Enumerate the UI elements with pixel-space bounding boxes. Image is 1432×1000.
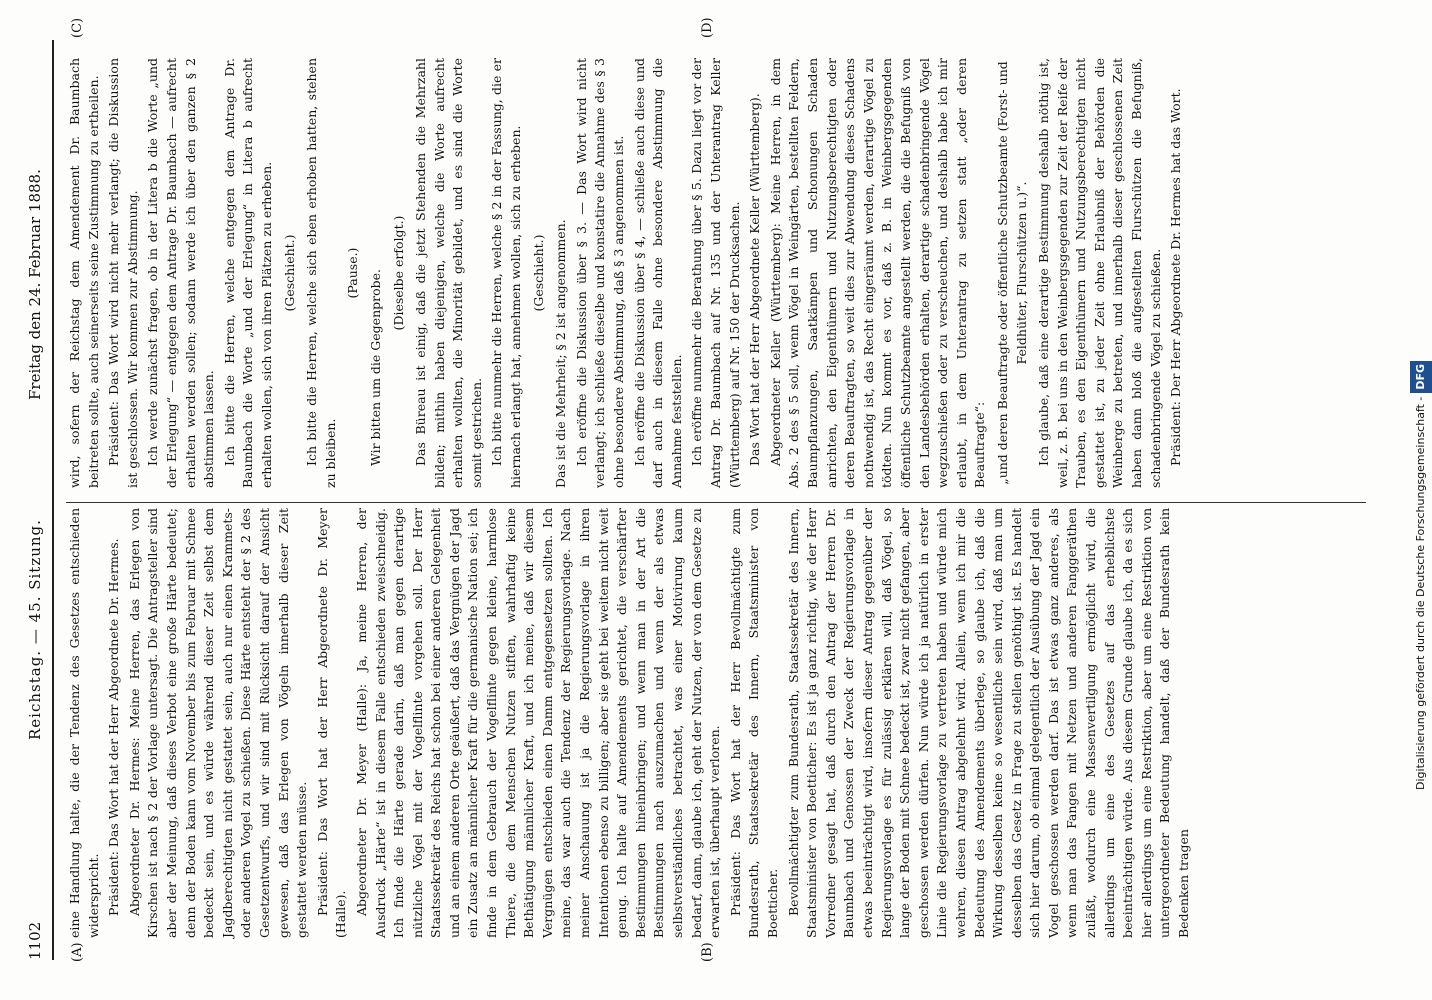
paragraph: Präsident: Das Wort hat der Herr Abgeordnete Dr. Hermes. <box>106 538 122 916</box>
page-number: 1102 <box>26 921 44 960</box>
paragraph: Das ist die Mehrheit; § 2 ist angenommen. <box>553 219 569 488</box>
paragraph: Abgeordneter Dr. Meyer (Halle): Ja, meine Herren, der Ausdruck „Härte“ ist in diesem Falle entschieden zweischneidig. Ich finde die Härte gerade darin, daß man gegen derartige nützliche Vögel mit der Vogelflinte vorgehen soll. Der Herr Staatssekretär des Reichs hat schon bei einer anderen Gelegenheit und an einem anderen Orte geäußert, daß das Vergnügen der Jagd ein Zusatz an männlicher Kraft für die germanische Nation sei; ich finde in dem Gebrauch der Vogelflinte gegen kleine, harmlose Thiere, die dem Menschen Nutzen stiften, wahrhaftig keine Bethätigung männlicher Kraft, und ich meine, daß wir diesem Vergnügen entschieden einen Damm entgegensetzen sollten. Ich meine, das war auch die Tendenz der Regierungsvorlage. Nach meiner Anschauung ist ja die Regierungsvorlage in ihren Intentionen ebenso zu billigen; aber sie geht bei weitem nicht weit genug. Ich halte auf Amendements gerichtet, die verschärfter Bestimmungen hineinbringen; und wenn man in der Art die Bestimmungen nach auszumachen und wenn der als etwas selbstverständliches betrachtet, was einer Motivirung kaum bedarf, dann, glaube ich, geht der Nutzen, der von dem Gesetze zu erwarten ist, überhaupt verloren. <box>353 508 723 938</box>
paragraph: Das Wort hat der Herr Abgeordnete Keller (Württemberg). <box>747 93 763 466</box>
funding-sidebar <box>1408 0 1432 1000</box>
paragraph: Wir bitten um die Gegenprobe. <box>367 269 383 466</box>
paragraph: Abgeordneter Keller (Württemberg): Meine Herren, in dem Abs. 2 des § 5 soll, wenn Vögel in Weingärten, bestellten Feldern, Baumpflanzungen, Saatkämpen und Schonungen Schaden anrichten, den Eigenthümern und Nutzungsberechtigten oder deren Beauftragten, so weit dies zur Abwendung dieses Schadens nothwendig ist, das Recht eingeräumt werden, derartige Vögel zu tödten. Nun kommt es vor, daß z. B. in Weinbergsgegenden öffentliche Schutzbeamte angestellt werden, die die Befugniß von den Landesbehörden erhalten, derartige schadenbringende Vögel wegzuschießen oder zu verscheuchen, und deshalb habe ich mir erlaubt, in dem Unterantrag zu setzen statt „oder deren Beauftragte“: <box>767 58 988 488</box>
paragraph: eine Handlung halte, die der Tendenz des Gesetzes entschieden widerspricht. <box>67 508 101 938</box>
paragraph: Das Büreau ist einig, daß die jetzt Stehenden die Mehrzahl bilden; mithin haben diejenigen, welche die Worte aufrecht erhalten wollten, die Minorität gebildet, und es sind die Worte somit gestrichen. <box>413 58 484 488</box>
stage-direction: (Pause.) <box>345 247 361 299</box>
paragraph: Ich bitte die Herren, welche entgegen dem Antrage Dr. Baumbach die Worte „und der Erlegung“ in Litera b aufrecht erhalten wollen, sich von ihren Plätzen zu erheben. <box>221 58 274 488</box>
session-date: Freitag den 24. Februar 1888. <box>26 169 44 400</box>
paragraph: Ich werde zunächst fragen, ob in der Litera b die Worte „und der Erlegung“ — entgegen dem Antrage Dr. Baumbach — aufrecht erhalten werden sollen; sodann werde ich über den ganzen § 2 abstimmen lassen. <box>145 58 217 488</box>
funding-text: Digitalisierung gefördert durch die Deutsche Forschungsgemeinschaft - <box>1414 396 1427 790</box>
paragraph: Bevollmächtigter zum Bundesrath, Staatssekretär des Innern, Staatsminister von Boetticher: Es ist ja ganz richtig, wie der Herr Vorredner gesagt hat, daß durch den Antrag der Herren Dr. Baumbach und Genossen der Zweck der Regierungsvorlage in etwas beeinträchtigt wird, insofern dieser Antrag gegenüber der Regierungsvorlage es für zulässig erklären will, daß Vögel, so lange der Boden mit Schnee bedeckt ist, zwar nicht gefangen, aber geschossen werden dürfen. Nun würde ich ja natürlich in erster Linie die Regierungsvorlage zu vertreten haben und würde mich wehren, diesen Antrag abgelehnt wird. Allein, wenn ich mir die Bedeutung des Amendements überlege, so glaube ich, daß die Wirkung desselben keine so wesentliche sein wird, daß man um desselben das Gesetz in Frage zu stellen genöthigt ist. Es handelt sich hier darum, ob einmal gelegentlich der Ausübung der Jagd ein Vogel geschossen werden darf. Das ist etwas ganz anderes, als wenn man das Fangen mit Netzen und anderen Fanggeräthen zuläßt, wodurch eine Massenvertilgung ermöglicht wird, die allerdings um eine des Gesetzes auf das erheblichste beeinträchtigen würde. Aus diesem Grunde glaube ich, da es sich hier allerdings um eine Restriktion, aber um eine Restriktion von untergeordneter Bedeutung handelt, daß der Bundesrath kein Bedenken tragen <box>785 508 1192 938</box>
stage-direction: (Geschieht.) <box>530 234 546 312</box>
paragraph: Ich bitte nunmehr die Herren, welche § 2 in der Fassung, die er hiernach erlangt hat, annehmen wollen, sich zu erheben. <box>489 58 524 488</box>
page-header <box>18 30 54 960</box>
funding-note <box>1410 0 1432 1000</box>
paragraph: wird, sofern der Reichstag dem Amendement Dr. Baumbach beitreten sollte, auch seinerseits seine Zustimmung zu ertheilen. <box>67 58 101 488</box>
column-divider <box>66 502 1366 503</box>
paragraph: Präsident: Das Wort hat der Herr Bevollmächtigte zum Bundesrath, Staatssekretär des Innern, Staatsminister von Boetticher. <box>727 508 780 938</box>
margin-mark-d: (D) <box>700 17 715 38</box>
paragraph: Ich eröffne die Diskussion über § 4, — schließe auch diese und darf auch in diesem Falle ohne besondere Abstimmung die Annahme feststellen. <box>631 58 684 488</box>
paragraph: Ich bitte die Herren, welche sich eben erhoben hatten, stehen zu bleiben. <box>304 58 338 488</box>
quoted-amendment: „und deren Beauftragte oder öffentliche Schutzbeamte (Forst- und Feldhüter, Flurschützen u.)“. <box>994 61 1029 485</box>
paragraph: Präsident: Der Herr Abgeordnete Dr. Hermes hat das Wort. <box>1168 88 1184 466</box>
paragraph: Abgeordneter Dr. Hermes: Meine Herren, das Erlegen von Kirschen ist nach § 2 der Vorlage untersagt. Die Antragsteller sind aber der Meinung, daß dieses Verbot eine große Härte bedeutet; denn der Boden kann vom November bis zum Februar mit Schnee bedeckt sein, und es würde während dieser Zeit selbst dem Jagdberechtigten nicht gestattet sein, auch nur einen Krammets- oder anderen Vogel zu schießen. Diese Härte entsteht der § 2 des Gesetzentwurfs, und wir sind mit Rücksicht darauf der Ansicht gewesen, daß das Erlegen von Vögeln innerhalb dieser Zeit gestattet werden müsse. <box>126 508 310 938</box>
margin-mark-c: (C) <box>70 17 85 38</box>
dfg-logo: DFG <box>1410 361 1432 393</box>
session-title: Reichstag. — 45. Sitzung. <box>26 519 44 740</box>
margin-mark-b: (B) <box>700 942 715 962</box>
header-rule <box>52 40 54 960</box>
paragraph: Präsident: Das Wort wird nicht mehr verlangt; die Diskussion ist geschlossen. Wir kommen zur Abstimmung. <box>106 58 140 488</box>
paragraph: Präsident: Das Wort hat der Herr Abgeordnete Dr. Meyer (Halle). <box>314 508 349 938</box>
paragraph: Ich glaube, daß eine derartige Bestimmung deshalb nöthig ist, weil, z. B. bei uns in den Weinbergsgegenden zur Zeit der Reife der Trauben, es den Eigenthümern und Nutzungsberechtigten nicht gestattet ist, zu jeder Zeit ohne Erlaubniß der Behörden die Weinberge zu betreten, und innerhalb dieser geschlossenen Zeit haben dann bloß die aufgestellten Flurschützen die Befugniß, schadenbringende Vögel zu schießen. <box>1036 58 1163 488</box>
paragraph: Ich eröffne die Diskussion über § 3. — Das Wort wird nicht verlangt; ich schließe dieselbe und konstatire die Annahme des § 3 ohne besondere Abstimmung, daß § 3 angenommen ist. <box>573 58 627 488</box>
stage-direction: (Dieselbe erfolgt.) <box>390 215 406 331</box>
stage-direction: (Geschieht.) <box>281 234 297 312</box>
paragraph: Ich eröffne nunmehr die Berathung über § 5. Dazu liegt vor der Antrag Dr. Baumbach auf Nr. 135 und der Unterantrag Keller (Württemberg) auf Nr. 150 der Drucksachen. <box>689 58 742 488</box>
margin-mark-a: (A) <box>70 942 85 962</box>
right-column <box>66 58 1366 488</box>
left-column <box>66 508 1366 938</box>
